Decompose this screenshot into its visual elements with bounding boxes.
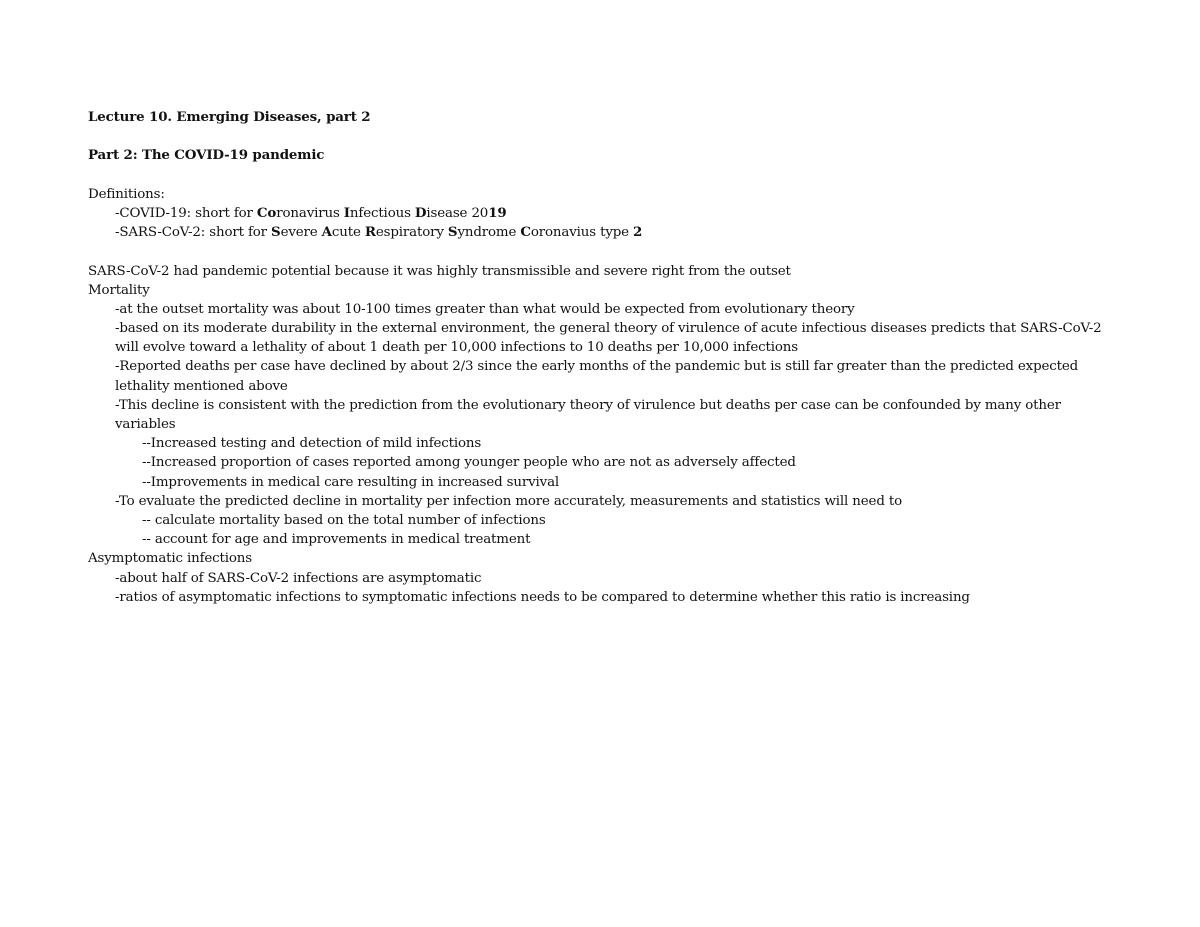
bold-letter: I xyxy=(343,204,350,221)
text-run: ronavirus xyxy=(276,205,344,221)
asymptomatic-heading: Asymptomatic infections xyxy=(88,551,252,567)
bold-letter: S xyxy=(447,224,458,241)
spacer xyxy=(88,166,1118,185)
text-run: espiratory xyxy=(375,225,448,241)
definition-covid xyxy=(88,204,1118,223)
mortality-point-4b: variables xyxy=(115,417,176,432)
text-run: oronavius type xyxy=(530,225,634,241)
bold-letter: 19 xyxy=(488,204,507,221)
text-run: isease 20 xyxy=(426,205,489,221)
bold-letter: A xyxy=(321,224,332,241)
asymptomatic-point-2: -ratios of asymptomatic infections to symptomatic infections needs to be compared to determine whether this ratio is increasing xyxy=(115,589,970,605)
mortality-subpoint-2: --Increased proportion of cases reported among younger people who are not as adversely affected xyxy=(142,455,796,471)
document-page xyxy=(88,108,1118,607)
mortality-subpoint-1: --Increased testing and detection of mild infections xyxy=(142,436,482,452)
mortality-point-3b: lethality mentioned above xyxy=(115,378,288,394)
mortality-point-5: -To evaluate the predicted decline in mortality per infection more accurately, measurements and statistics will need to xyxy=(115,493,902,509)
bold-letter: C xyxy=(520,224,531,241)
definitions-heading: Definitions: xyxy=(88,186,165,202)
mortality-point-3a: -Reported deaths per case have declined by about 2/3 since the early months of the pandemic but is still far greater than the predicted expected xyxy=(115,359,1079,375)
spacer xyxy=(88,242,1118,261)
spacer xyxy=(88,127,1118,146)
bold-letter: R xyxy=(364,224,376,241)
text-run: evere xyxy=(280,225,322,241)
text-run: -SARS-CoV-2: short for xyxy=(115,225,272,241)
asymptomatic-point-1: -about half of SARS-CoV-2 infections are asymptomatic xyxy=(115,570,482,586)
mortality-point-4a: -This decline is consistent with the prediction from the evolutionary theory of virulence but deaths per case can be confounded by many other xyxy=(115,397,1061,413)
bold-letter: 2 xyxy=(633,224,643,241)
mortality-subpoint-4: -- calculate mortality based on the total number of infections xyxy=(142,512,546,528)
mortality-heading: Mortality xyxy=(88,282,150,298)
bold-letter: Co xyxy=(256,204,277,221)
lecture-title: Lecture 10. Emerging Diseases, part 2 xyxy=(88,109,371,125)
intro-paragraph: SARS-CoV-2 had pandemic potential because it was highly transmissible and severe right from the outset xyxy=(88,263,791,279)
mortality-subpoint-3: --Improvements in medical care resulting in increased survival xyxy=(142,474,560,490)
definition-sars xyxy=(88,223,1118,242)
mortality-point-2b: will evolve toward a lethality of about 1 death per 10,000 infections to 10 deaths per 10,000 infections xyxy=(115,340,798,356)
part-heading: Part 2: The COVID-19 pandemic xyxy=(88,147,325,164)
mortality-point-1: -at the outset mortality was about 10-100 times greater than what would be expected from evolutionary theory xyxy=(115,301,855,317)
mortality-subpoint-5: -- account for age and improvements in medical treatment xyxy=(142,532,531,548)
text-run: -COVID-19: short for xyxy=(115,205,257,221)
mortality-point-2a: -based on its moderate durability in the external environment, the general theory of virulence of acute infectious diseases predicts that SARS-CoV-2 xyxy=(115,321,1102,337)
text-run: nfectious xyxy=(349,205,415,221)
text-run: cute xyxy=(331,225,365,241)
text-run: yndrome xyxy=(457,225,521,241)
bold-letter: S xyxy=(271,224,281,241)
bold-letter: D xyxy=(414,204,427,221)
